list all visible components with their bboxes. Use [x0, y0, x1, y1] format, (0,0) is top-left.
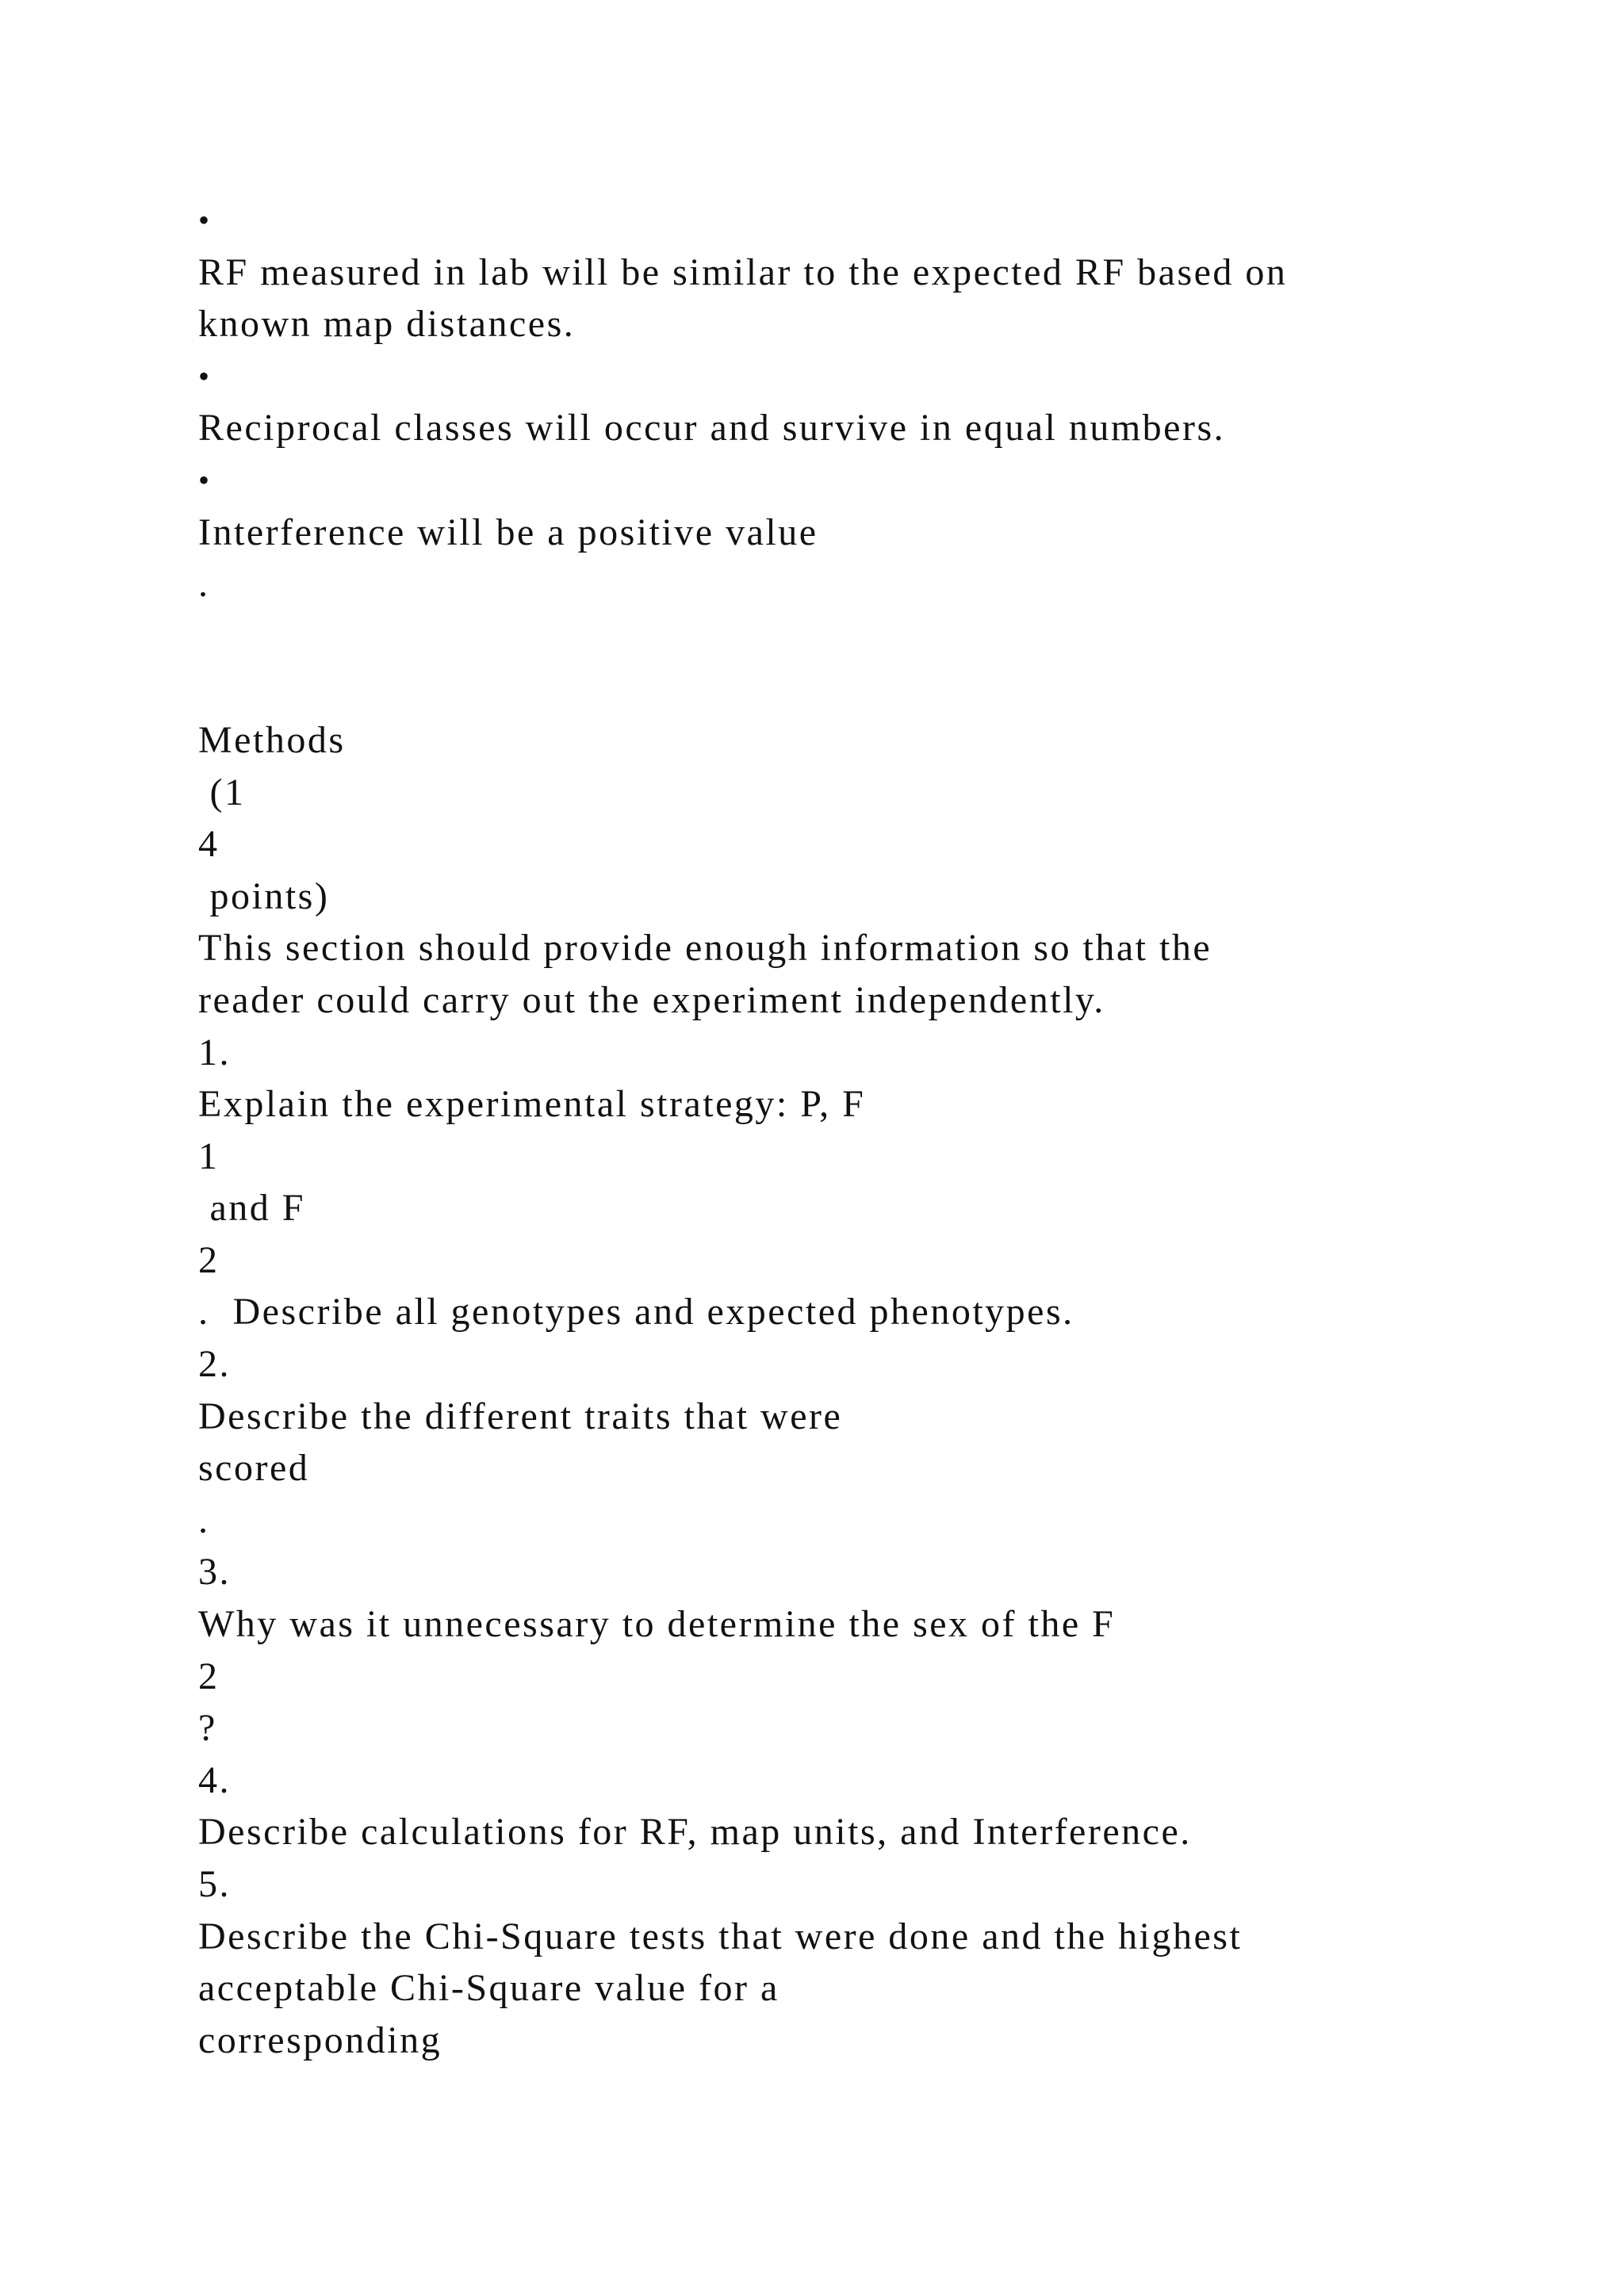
methods-intro: This section should provide enough information so that the — [198, 927, 1212, 970]
section-spacer — [198, 610, 1467, 714]
list-number: 1. — [198, 1031, 231, 1073]
document-body — [198, 194, 1467, 2066]
list-item-text: scored — [198, 1447, 310, 1490]
list-item-text: . Describe all genotypes and expected phenotypes. — [198, 1291, 1074, 1334]
hypothesis-text: known map distances. — [198, 303, 576, 346]
list-item-text: Describe calculations for RF, map units, and Interference. — [198, 1811, 1192, 1854]
hypothesis-text: Interference will be a positive value — [198, 511, 818, 553]
bullet-marker: • — [198, 202, 212, 238]
points-label: 4 — [198, 823, 220, 866]
bullet-marker: • — [198, 358, 212, 394]
list-item-text: Why was it unnecessary to determine the sex of the F — [198, 1603, 1116, 1646]
list-item-text: 2 — [198, 1655, 220, 1697]
list-item-text: Describe the Chi-Square tests that were done and the highest — [198, 1915, 1243, 1957]
hypothesis-text: Reciprocal classes will occur and survive in equal numbers. — [198, 407, 1226, 450]
list-item-text: acceptable Chi-Square value for a — [198, 1967, 779, 2010]
list-number: 5. — [198, 1863, 231, 1905]
list-item-text: ? — [198, 1707, 217, 1750]
list-item-text: corresponding — [198, 2019, 442, 2061]
list-item-text: Explain the experimental strategy: P, F — [198, 1083, 866, 1126]
list-item-text: Describe the different traits that were — [198, 1395, 843, 1437]
list-number: 4. — [198, 1758, 231, 1801]
points-label: points) — [198, 874, 330, 917]
points-label: (1 — [198, 771, 246, 813]
list-item-text: and F — [198, 1187, 305, 1230]
list-item-text: . — [198, 1498, 210, 1541]
list-number: 2. — [198, 1343, 231, 1386]
list-item-text: 1 — [198, 1135, 220, 1177]
section-heading: Methods — [198, 718, 346, 761]
list-number: 3. — [198, 1551, 231, 1594]
bullet-marker: • — [198, 461, 212, 498]
hypothesis-text: . — [198, 563, 210, 606]
list-item-text: 2 — [198, 1238, 220, 1281]
methods-intro: reader could carry out the experiment independently. — [198, 978, 1105, 1021]
hypothesis-text: RF measured in lab will be similar to the expected RF based on — [198, 251, 1288, 293]
